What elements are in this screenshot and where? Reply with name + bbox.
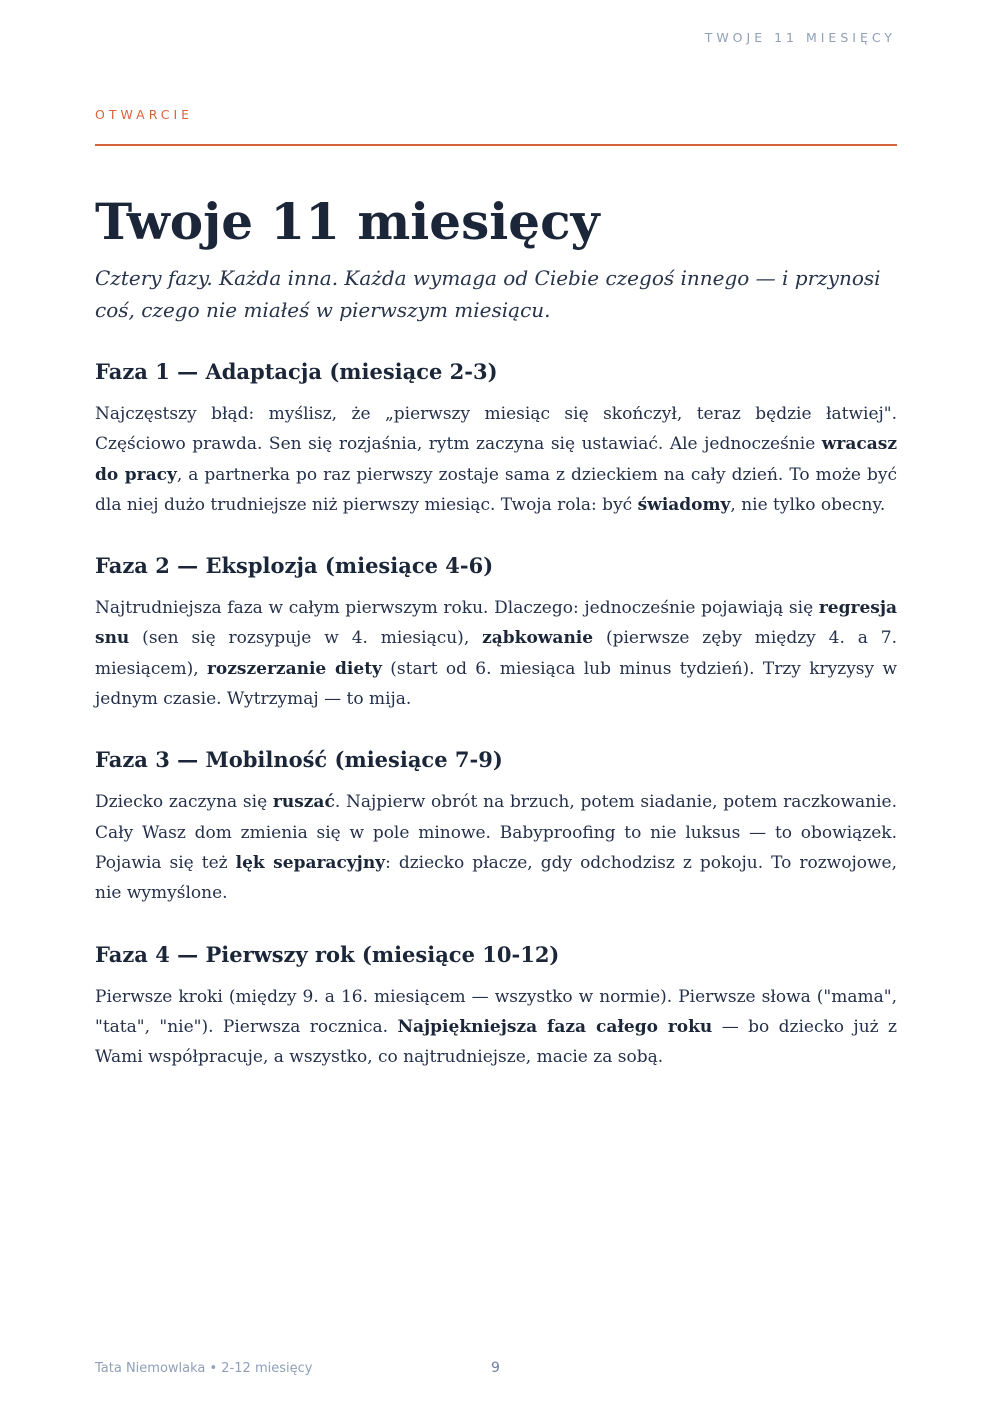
running-header: TWOJE 11 MIESIĘCY <box>704 30 896 45</box>
phase-title: Faza 4 — Pierwszy rok (miesiące 10-12) <box>95 941 560 967</box>
phase-text <box>95 982 897 1073</box>
phase-2 <box>95 551 897 714</box>
footer-book-title: Tata Niemowlaka • 2-12 miesięcy <box>95 1361 313 1376</box>
emphasis-text: wracasz do pracy <box>95 434 897 485</box>
emphasis-text: Najpiękniejsza faza całego roku <box>397 1016 713 1037</box>
emphasis-text: regresja snu <box>95 598 897 649</box>
page-number: 9 <box>491 1360 500 1376</box>
emphasis-text: świadomy <box>637 494 731 515</box>
phase-title: Faza 3 — Mobilność (miesiące 7-9) <box>95 747 503 773</box>
text-run: Najczęstszy błąd: myślisz, że „pierwszy miesiąc się skończył, teraz będzie łatwiej". Częściowo prawda. Sen się rozjaśnia, rytm zaczyna się ustawiać. Ale jednocześnie <box>95 404 897 455</box>
emphasis-text: ruszać <box>272 792 335 813</box>
phase-title: Faza 2 — Eksplozja (miesiące 4-6) <box>95 553 494 579</box>
text-run: (sen się rozsypuje w 4. miesiącu), <box>129 628 483 649</box>
text-run: Najtrudniejsza faza w całym pierwszym roku. Dlaczego: jednocześnie pojawiają się <box>95 598 819 619</box>
phase-3 <box>95 745 897 908</box>
text-run: (pierwsze zęby między 4. a 7. miesiącem), <box>95 628 897 679</box>
section-divider <box>95 144 897 146</box>
emphasis-text: ząbkowanie <box>482 628 594 649</box>
page-title: Twoje 11 miesięcy <box>95 192 600 251</box>
phase-4 <box>95 940 897 1073</box>
emphasis-text: lęk separacyjny <box>235 852 386 873</box>
phase-title: Faza 1 — Adaptacja (miesiące 2-3) <box>95 359 498 384</box>
lead-paragraph: Cztery fazy. Każda inna. Każda wymaga od Ciebie czegoś innego — i przynosi coś, czego nie miałeś w pierwszym miesiącu. <box>95 266 881 322</box>
text-run: , nie tylko obecny. <box>730 494 886 515</box>
text-run: , a partnerka po raz pierwszy zostaje sama z dzieckiem na cały dzień. To może być dla niej dużo trudniejsze niż pierwszy miesiąc. Twoja rola: być <box>95 464 898 515</box>
phase-text <box>95 399 897 520</box>
text-run: — bo dziecko już z Wami współpracuje, a wszystko, co najtrudniejsze, macie za sobą. <box>95 1016 897 1068</box>
text-run: Dziecko zaczyna się <box>95 792 273 813</box>
text-run: : dziecko płacze, gdy odchodzisz z pokoju. To rozwojowe, nie wymyślone. <box>95 852 897 904</box>
phase-text <box>95 593 897 714</box>
text-run: . Najpierw obrót na brzuch, potem siadanie, potem raczkowanie. Cały Wasz dom zmienia się w pole minowe. Babyproofing to nie luksus — to obowiązek. Pojawia się też <box>95 792 897 873</box>
text-run: Pierwsze kroki (między 9. a 16. miesiącem — wszystko w normie). Pierwsze słowa ("mama", "tata", "nie"). Pierwsza rocznica. <box>95 986 897 1037</box>
page-content <box>95 190 897 1072</box>
emphasis-text: rozszerzanie diety <box>206 658 382 679</box>
text-run: (start od 6. miesiąca lub minus tydzień). Trzy kryzysy w jednym czasie. Wytrzymaj — to mija. <box>95 658 897 710</box>
section-label: OTWARCIE <box>95 107 194 122</box>
phase-1 <box>95 357 897 520</box>
phase-text <box>95 787 897 908</box>
